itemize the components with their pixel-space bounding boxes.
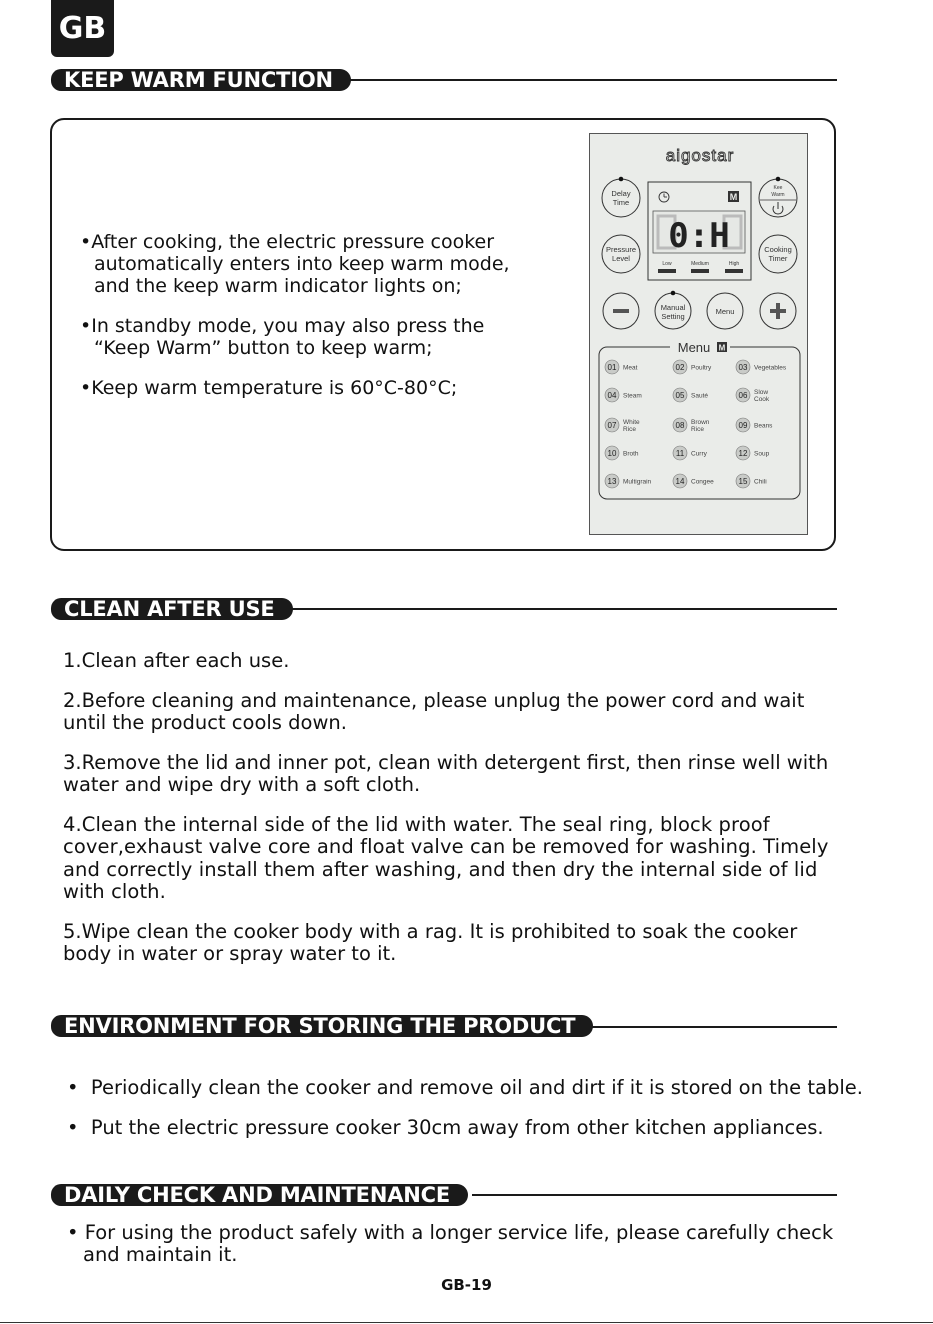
section-title: CLEAN AFTER USE	[51, 598, 293, 620]
svg-text:Rice: Rice	[623, 426, 637, 433]
svg-text:M: M	[729, 192, 738, 202]
svg-text:Vegetables: Vegetables	[754, 364, 787, 372]
bullet-icon: •	[67, 1116, 91, 1139]
list-item: •Keep warm temperature is 60°C-80°C;	[80, 377, 458, 399]
list-item: •After cooking, the electric pressure cooker automatically enters into keep warm mode, and the keep warm indicator lights on;	[80, 231, 510, 297]
bottom-rule	[0, 1322, 933, 1323]
svg-text:Setting: Setting	[661, 312, 685, 321]
section-rule	[580, 1026, 837, 1028]
clean-step: 3.Remove the lid and inner pot, clean with detergent first, then rinse well with water and wipe dry with a soft cloth.	[63, 750, 829, 796]
clean-steps	[63, 650, 841, 983]
svg-text:02: 02	[675, 363, 685, 372]
svg-text:Cooking: Cooking	[764, 245, 792, 254]
svg-text:Broth: Broth	[623, 450, 639, 458]
section-header-daily-check	[51, 1184, 468, 1206]
menu-item-07	[605, 418, 640, 433]
clean-step: 5.Wipe clean the cooker body with a rag. It is prohibited to soak the cooker body in water or spray water to it.	[63, 919, 798, 965]
list-item: • Put the electric pressure cooker 30cm away from other kitchen appliances.	[67, 1116, 824, 1139]
svg-text:Level: Level	[612, 254, 630, 263]
svg-text:Soup: Soup	[754, 450, 770, 458]
svg-text:11: 11	[675, 449, 685, 458]
svg-text:15: 15	[738, 477, 748, 486]
bullet-icon: •	[67, 1076, 91, 1099]
display-value: 0:H	[668, 216, 730, 256]
bullet-icon: •	[80, 377, 92, 399]
svg-text:Curry: Curry	[691, 450, 707, 458]
svg-text:Multigrain: Multigrain	[623, 478, 652, 486]
keep-warm-list	[80, 231, 530, 417]
svg-text:Kee: Kee	[773, 185, 783, 191]
svg-text:Timer: Timer	[768, 254, 788, 263]
svg-text:01: 01	[607, 363, 617, 372]
pressure-high-label: High	[728, 261, 740, 267]
svg-text:M: M	[718, 343, 726, 353]
svg-text:Beans: Beans	[754, 422, 773, 430]
pressure-medium-label: Medium	[691, 261, 709, 267]
clean-step: 1.Clean after each use.	[63, 649, 290, 672]
pressure-low-label: Low	[662, 261, 672, 267]
svg-text:White: White	[623, 419, 640, 426]
svg-text:Poultry: Poultry	[691, 364, 712, 372]
svg-text:Menu: Menu	[715, 307, 735, 316]
list-item: • Periodically clean the cooker and remove oil and dirt if it is stored on the table.	[67, 1076, 863, 1099]
svg-text:12: 12	[738, 449, 748, 458]
brand-logo: aigostar	[665, 146, 735, 165]
svg-text:Congee: Congee	[691, 478, 714, 486]
svg-text:13: 13	[607, 477, 617, 486]
svg-text:Time: Time	[612, 198, 630, 207]
svg-text:06: 06	[738, 391, 748, 400]
section-title: KEEP WARM FUNCTION	[51, 69, 351, 91]
svg-text:Steam: Steam	[623, 392, 642, 400]
control-panel-illustration	[589, 133, 808, 535]
svg-text:07: 07	[607, 421, 617, 430]
clean-step: 2.Before cleaning and maintenance, please unplug the power cord and wait until the product cools down.	[63, 688, 805, 734]
svg-text:04: 04	[607, 391, 617, 400]
daily-check-list	[67, 1222, 847, 1266]
svg-text:Rice: Rice	[691, 426, 705, 433]
svg-text:Manual: Manual	[660, 303, 686, 312]
section-rule	[472, 1194, 837, 1196]
list-item: • For using the product safely with a longer service life, please carefully check and maintain it.	[67, 1221, 834, 1266]
page-number: GB-19	[441, 1276, 492, 1294]
svg-text:Cook: Cook	[754, 396, 770, 403]
section-rule	[350, 79, 837, 81]
environment-list	[67, 1077, 867, 1157]
language-tab: GB	[51, 0, 114, 57]
svg-text:Slow: Slow	[754, 389, 769, 396]
menu-title: Menu	[677, 340, 711, 355]
svg-text:05: 05	[675, 391, 685, 400]
svg-text:Warm: Warm	[771, 192, 785, 198]
section-title: DAILY CHECK AND MAINTENANCE	[51, 1184, 468, 1206]
svg-text:Chili: Chili	[754, 478, 767, 486]
section-header-environment	[51, 1015, 593, 1037]
svg-text:10: 10	[607, 449, 617, 458]
bullet-icon: •	[80, 231, 92, 253]
section-header-keep-warm	[51, 69, 351, 91]
svg-text:03: 03	[738, 363, 748, 372]
bullet-icon: •	[80, 315, 92, 337]
section-header-clean	[51, 598, 293, 620]
delay-time-label: Delay	[611, 189, 631, 198]
svg-text:Meat: Meat	[623, 364, 638, 372]
svg-text:Pressure: Pressure	[605, 245, 637, 254]
svg-text:Sauté: Sauté	[691, 392, 708, 400]
section-title: ENVIRONMENT FOR STORING THE PRODUCT	[51, 1015, 593, 1037]
list-item: •In standby mode, you may also press the “Keep Warm” button to keep warm;	[80, 315, 485, 359]
bullet-icon: •	[67, 1221, 79, 1244]
section-rule	[283, 608, 837, 610]
svg-text:09: 09	[738, 421, 748, 430]
svg-text:08: 08	[675, 421, 685, 430]
svg-text:Brown: Brown	[691, 419, 710, 426]
clean-step: 4.Clean the internal side of the lid with water. The seal ring, block proof cover,exhaust valve core and float valve can be removed for washing. Timely and correctly install them after washing, and then dry the internal side of lid with cloth.	[63, 812, 829, 903]
svg-text:14: 14	[675, 477, 685, 486]
